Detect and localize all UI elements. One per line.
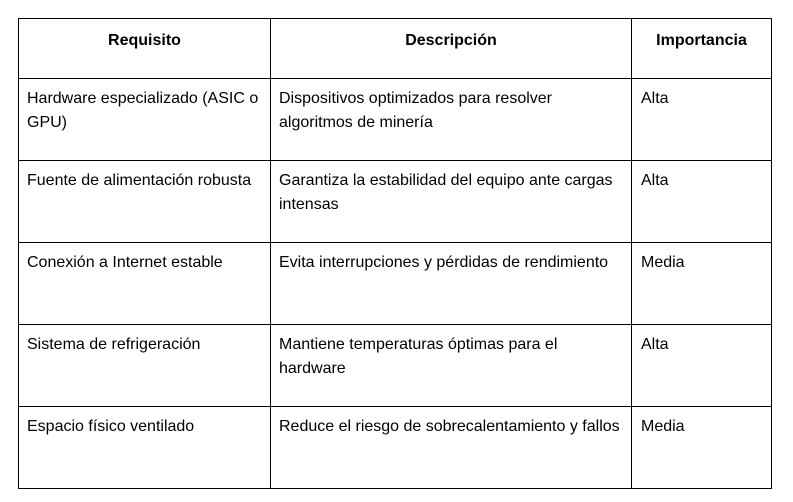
table-row [19,79,772,161]
cell-importancia: Media [632,243,772,325]
cell-requisito: Fuente de alimentación robusta [19,161,271,243]
table-row [19,407,772,489]
table-row [19,243,772,325]
header-descripcion: Descripción [271,19,632,79]
cell-importancia: Alta [632,325,772,407]
table-row [19,325,772,407]
header-importancia: Importancia [632,19,772,79]
cell-requisito: Hardware especializado (ASIC o GPU) [19,79,271,161]
cell-requisito: Espacio físico ventilado [19,407,271,489]
cell-descripcion: Dispositivos optimizados para resolver algoritmos de minería [271,79,632,161]
cell-descripcion: Reduce el riesgo de sobrecalentamiento y fallos [271,407,632,489]
cell-descripcion: Evita interrupciones y pérdidas de rendimiento [271,243,632,325]
cell-requisito: Sistema de refrigeración [19,325,271,407]
table-row [19,161,772,243]
header-requisito: Requisito [19,19,271,79]
requirements-table [18,18,772,489]
cell-importancia: Alta [632,79,772,161]
cell-importancia: Alta [632,161,772,243]
cell-requisito: Conexión a Internet estable [19,243,271,325]
cell-descripcion: Mantiene temperaturas óptimas para el hardware [271,325,632,407]
cell-importancia: Media [632,407,772,489]
table-header-row [19,19,772,79]
cell-descripcion: Garantiza la estabilidad del equipo ante cargas intensas [271,161,632,243]
